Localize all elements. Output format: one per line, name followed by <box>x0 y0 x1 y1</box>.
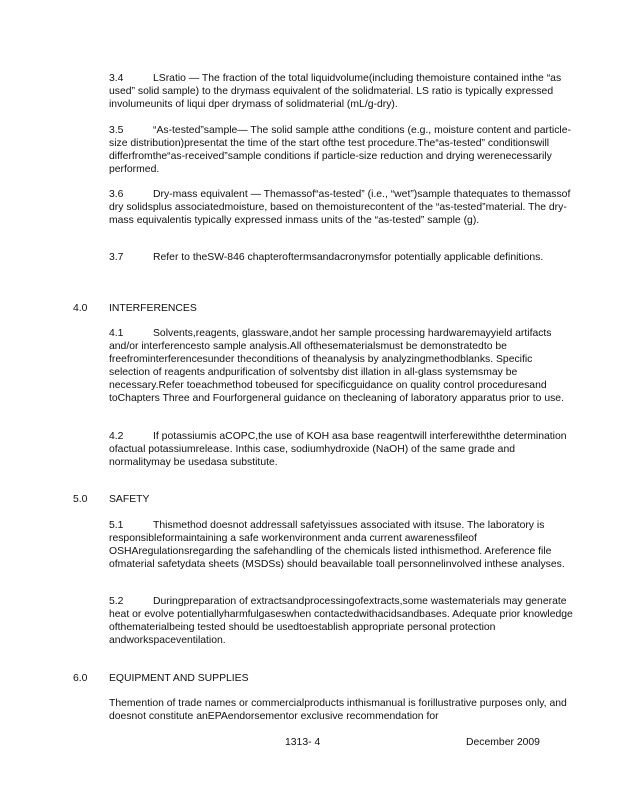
section-title: SAFETY <box>109 494 150 505</box>
section-heading-4 <box>73 302 197 315</box>
paragraph-3-4 <box>73 72 573 111</box>
paragraph-text: If potassiumis aCOPC,the use of KOH asa base reagentwill interferewiththe determination ofactual potassiumrelease. Inthis case, sodiumhydroxide (NaOH) of the same grade and normalitymay be usedasa substitute. <box>109 431 567 468</box>
paragraph-5-1 <box>73 519 573 571</box>
paragraph-number: 3.5 <box>109 125 124 136</box>
paragraph-text: Refer to theSW-846 chapteroftermsandacronymsfor potentially applicable definitions. <box>153 252 544 263</box>
paragraph-number: 5.2 <box>109 596 124 607</box>
paragraph-number: 3.7 <box>109 252 124 263</box>
section-heading-6 <box>73 672 249 685</box>
paragraph-3-7 <box>73 251 573 264</box>
paragraph-4-2 <box>73 430 573 469</box>
paragraph-number: 3.4 <box>109 73 124 84</box>
paragraph-3-5 <box>73 124 573 176</box>
section-number: 5.0 <box>73 494 88 505</box>
paragraph-text: Thismethod doesnot addressall safetyissues associated with itsuse. The laboratory is responsibleformaintaining a safe workenvironment anda current awarenessfileof OSHAregulationsregarding the safehandling of the chemicals listed inthismethod. Areference file ofmaterial safetydata sheets (MSDSs) should beavailable toall personnelinvolved inthese analyses. <box>109 520 565 570</box>
paragraph-text: LSratio — The fraction of the total liquidvolume(including themoisture contained inthe “as used” solid sample) to the drymass equivalent of the solidmaterial. LS ratio is typically expressed involumeunits of liqui dper drymass of solidmaterial (mL/g-dry). <box>109 73 562 110</box>
paragraph-number: 4.2 <box>109 431 124 442</box>
paragraph-6-intro <box>73 697 573 723</box>
paragraph-text: “As-tested”sample— The solid sample atthe conditions (e.g., moisture content and particle-size distribution)presentat the time of the start ofthe test procedure.The“as-tested” conditionswill differfromthe“as-received”sample conditions if particle-size reduction and drying werenecessarily performed. <box>109 125 571 175</box>
paragraph-4-1 <box>73 327 573 405</box>
section-heading-5 <box>73 493 149 506</box>
page-number: 1313- 4 <box>285 737 321 748</box>
paragraph-number: 3.6 <box>109 189 124 200</box>
footer-date: December 2009 <box>466 737 540 748</box>
paragraph-text: Themention of trade names or commercialproducts inthismanual is forillustrative purposes only, and doesnot constitute anEPAendorsementor exclusive recommendation for <box>109 698 567 722</box>
paragraph-text: Solvents,reagents, glassware,andot her sample processing hardwaremayyield artifacts and/or interferencesto sample analysis.All ofthesematerialsmust be demonstratedto be freefrominterferencesunder theconditions of theanalysis by analyzingmethodblanks. Specific selection of reagents andpurification of solventsby dist illation in all-glass systemsmay be necessary.Refer toeachmethod tobeused for specificguidance on quality control proceduresand toChapters Three and Fourforgeneral guidance on thecleaning of laboratory apparatus prior to use. <box>109 328 564 404</box>
section-title: EQUIPMENT AND SUPPLIES <box>109 673 249 684</box>
section-title: INTERFERENCES <box>109 303 197 314</box>
section-number: 6.0 <box>73 673 88 684</box>
paragraph-number: 4.1 <box>109 328 124 339</box>
paragraph-text: Duringpreparation of extractsandprocessingofextracts,some wastematerials may generate heat or evolve potentiallyharmfulgaseswhen contactedwithacidsandbases. Adequate prior knowledge ofthematerialbeing tested should be usedtoestablish appropriate personal protection andworkspaceventilation. <box>109 596 573 646</box>
paragraph-number: 5.1 <box>109 520 124 531</box>
section-number: 4.0 <box>73 303 88 314</box>
paragraph-3-6 <box>73 188 573 227</box>
paragraph-5-2 <box>73 595 573 647</box>
paragraph-text: Dry-mass equivalent — Themassof“as-tested” (i.e., “wet”)sample thatequates to themassof dry solidsplus associatedmoisture, based on themoisturecontent of the “as-tested”material. The dry-mass equivalentis typically expressed inmass units of the “as-tested” sample (g). <box>109 189 571 226</box>
